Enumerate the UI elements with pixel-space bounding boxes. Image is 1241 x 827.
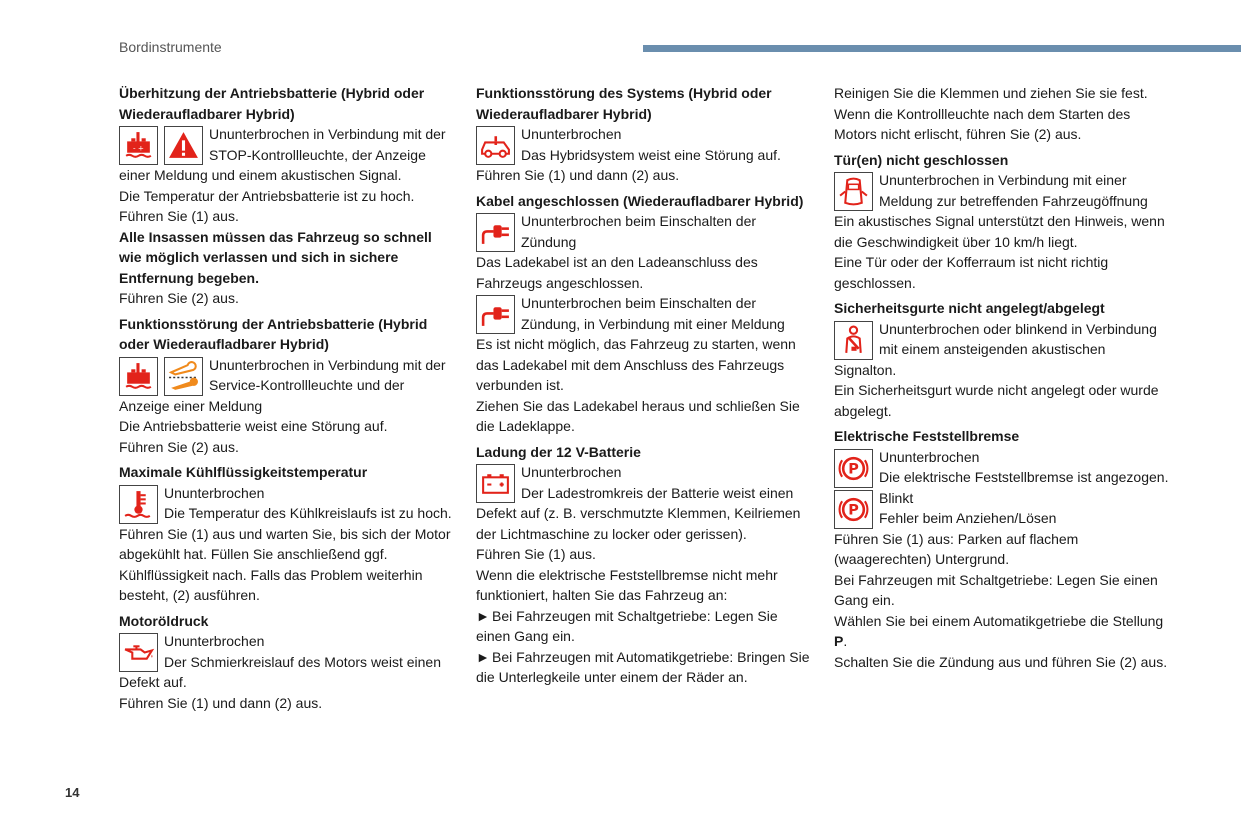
paragraph: Führen Sie (1) und dann (2) aus. <box>476 167 680 183</box>
section-title: Maximale Kühlflüssigkeitstemperatur <box>119 464 368 480</box>
section-cable-connected <box>476 191 812 437</box>
oil-can-icon <box>119 633 158 672</box>
seatbelt-icon <box>834 321 873 360</box>
section-12v-battery <box>476 442 812 688</box>
paragraph: Ununterbrochen <box>164 484 265 501</box>
coolant-temperature-icon <box>119 485 158 524</box>
gear-position-p: P <box>834 633 844 649</box>
section-title: Sicherheitsgurte nicht angelegt/abgelegt <box>834 300 1105 316</box>
paragraph: Die Temperatur des Kühlkreislaufs ist zu hoch. <box>164 505 452 521</box>
paragraph: Führen Sie (1) aus. <box>119 208 239 224</box>
paragraph: Führen Sie (2) aus. <box>119 290 239 306</box>
svg-text:- +: - + <box>133 143 144 153</box>
header-title: Bordinstrumente <box>119 39 222 55</box>
paragraph: Die Antriebsbatterie weist eine Störung auf. <box>119 418 388 434</box>
section-parking-brake <box>834 426 1170 672</box>
bullet-arrow: ► <box>476 607 490 624</box>
section-title: Funktionsstörung der Antriebsbatterie (Hybrid oder Wiederaufladbarer Hybrid) <box>119 315 428 352</box>
bullet-text: Bei Fahrzeugen mit Schaltgetriebe: Legen Sie einen Gang ein. <box>476 607 778 644</box>
paragraph: Führen Sie (1) aus: Parken auf flachem (waagerechten) Untergrund. <box>834 530 1079 567</box>
paragraph: Ununterbrochen <box>164 633 265 649</box>
paragraph: Führen Sie (2) aus. <box>119 438 239 455</box>
section-battery-overheat <box>119 83 455 309</box>
paragraph: Es ist nicht möglich, das Fahrzeug zu starten, wenn das Ladekabel mit dem Anschluss des Fahrzeugs verbunden ist. <box>476 336 796 393</box>
section-battery-continued <box>834 83 1170 145</box>
paragraph: Die Temperatur der Antriebsbatterie ist zu hoch. <box>119 187 415 204</box>
paragraph: Der Schmierkreislauf des Motors weist einen Defekt auf. <box>119 653 441 690</box>
paragraph: Ununterbrochen in Verbindung mit einer Meldung zur betreffenden Fahrzeugöffnung <box>879 172 1148 209</box>
paragraph: Ununterbrochen beim Einschalten der Zündung <box>521 213 757 250</box>
section-coolant-temperature <box>119 462 455 606</box>
paragraph: Blinkt <box>879 489 914 506</box>
parking-brake-icon <box>834 490 873 529</box>
text-run: Wählen Sie bei einem Automatikgetriebe die Stellung <box>834 612 1164 629</box>
paragraph: Ununterbrochen in Verbindung mit der STOP-Kontrollleuchte, der Anzeige einer Meldung und einem akustischen Signal. <box>119 126 446 183</box>
section-oil-pressure <box>119 611 455 714</box>
battery-temperature-icon <box>119 357 158 396</box>
paragraph: Eine Tür oder der Kofferraum ist nicht richtig geschlossen. <box>834 254 1109 291</box>
parking-brake-icon <box>834 449 873 488</box>
paragraph: Wenn die elektrische Feststellbremse nicht mehr funktioniert, halten Sie das Fahrzeug an: <box>476 566 778 603</box>
paragraph: Schalten Sie die Zündung aus und führen Sie (2) aus. <box>834 653 1168 670</box>
paragraph: Ununterbrochen beim Einschalten der Zündung, in Verbindung mit einer Meldung <box>521 295 785 332</box>
paragraph: Ununterbrochen <box>521 464 622 480</box>
section-door-open <box>834 150 1170 294</box>
text-run: . <box>843 633 848 649</box>
battery-temperature-icon <box>119 126 158 165</box>
paragraph: Fehler beim Anziehen/Lösen <box>879 510 1057 526</box>
paragraph: Reinigen Sie die Klemmen und ziehen Sie sie fest. <box>834 85 1148 101</box>
paragraph: Das Hybridsystem weist eine Störung auf. <box>521 146 781 163</box>
paragraph: Führen Sie (1) und dann (2) aus. <box>119 694 323 711</box>
section-hybrid-system-fault <box>476 83 812 186</box>
header-bar <box>643 45 1241 52</box>
section-battery-fault <box>119 314 455 458</box>
service-wrench-icon <box>164 357 203 396</box>
paragraph: Ein Sicherheitsgurt wurde nicht angelegt oder wurde abgelegt. <box>834 382 1159 419</box>
paragraph: Bei Fahrzeugen mit Schaltgetriebe: Legen Sie einen Gang ein. <box>834 571 1158 608</box>
paragraph: Ununterbrochen in Verbindung mit der Service-Kontrollleuchte und der Anzeige einer Meldung <box>119 356 446 414</box>
bullet-item <box>476 647 812 688</box>
door-open-icon <box>834 172 873 211</box>
paragraph: Ziehen Sie das Ladekabel heraus und schließen Sie die Ladeklappe. <box>476 397 800 434</box>
car-fault-icon <box>476 126 515 165</box>
warning-triangle-icon <box>164 126 203 165</box>
column-2 <box>476 83 812 688</box>
paragraph: Die elektrische Feststellbremse ist angezogen. <box>879 469 1169 485</box>
paragraph: Ununterbrochen oder blinkend in Verbindung mit einem ansteigenden akustischen Signalton. <box>834 320 1157 378</box>
paragraph: Wenn die Kontrollleuchte nach dem Starten des Motors nicht erlischt, führen Sie (2) aus. <box>834 105 1131 142</box>
column-3 <box>834 83 1170 672</box>
page-number: 14 <box>65 785 80 800</box>
warning-paragraph: Alle Insassen müssen das Fahrzeug so schnell wie möglich verlassen und sich in sichere Entfernung begeben. <box>119 228 432 286</box>
section-title: Elektrische Feststellbremse <box>834 428 1020 444</box>
svg-text:P: P <box>848 461 859 478</box>
battery-icon <box>476 464 515 503</box>
section-title: Funktionsstörung des Systems (Hybrid oder Wiederaufladbarer Hybrid) <box>476 85 772 122</box>
svg-text:P: P <box>848 502 859 519</box>
section-title: Ladung der 12 V-Batterie <box>476 443 641 460</box>
paragraph: Ununterbrochen <box>521 126 622 142</box>
column-1 <box>119 83 455 713</box>
bullet-text: Bei Fahrzeugen mit Automatikgetriebe: Bringen Sie die Unterlegkeile unter einem der Räder an. <box>476 648 810 685</box>
charging-plug-icon <box>476 295 515 334</box>
section-seatbelt <box>834 298 1170 421</box>
paragraph: Der Ladestromkreis der Batterie weist einen Defekt auf (z. B. verschmutzte Klemmen, Keilriemen der Lichtmaschine zu locker oder gerissen). <box>476 484 801 542</box>
bullet-arrow: ► <box>476 648 490 665</box>
paragraph: Ein akustisches Signal unterstützt den Hinweis, wenn die Geschwindigkeit über 10 km/h liegt. <box>834 213 1165 250</box>
paragraph <box>834 611 1170 652</box>
section-title: Kabel angeschlossen (Wiederaufladbarer Hybrid) <box>476 192 804 209</box>
paragraph: Das Ladekabel ist an den Ladeanschluss des Fahrzeugs angeschlossen. <box>476 254 758 291</box>
charging-plug-icon <box>476 213 515 252</box>
paragraph: Führen Sie (1) aus und warten Sie, bis sich der Motor abgekühlt hat. Füllen Sie anschließend ggf. Kühlflüssigkeit nach. Falls das Problem weiterhin besteht, (2) ausführen. <box>119 525 451 603</box>
section-title: Tür(en) nicht geschlossen <box>834 151 1009 168</box>
paragraph: Ununterbrochen <box>879 448 980 465</box>
section-title: Motoröldruck <box>119 612 209 629</box>
paragraph: Führen Sie (1) aus. <box>476 546 596 562</box>
bullet-item <box>476 606 812 647</box>
section-title: Überhitzung der Antriebsbatterie (Hybrid oder Wiederaufladbarer Hybrid) <box>119 85 425 122</box>
